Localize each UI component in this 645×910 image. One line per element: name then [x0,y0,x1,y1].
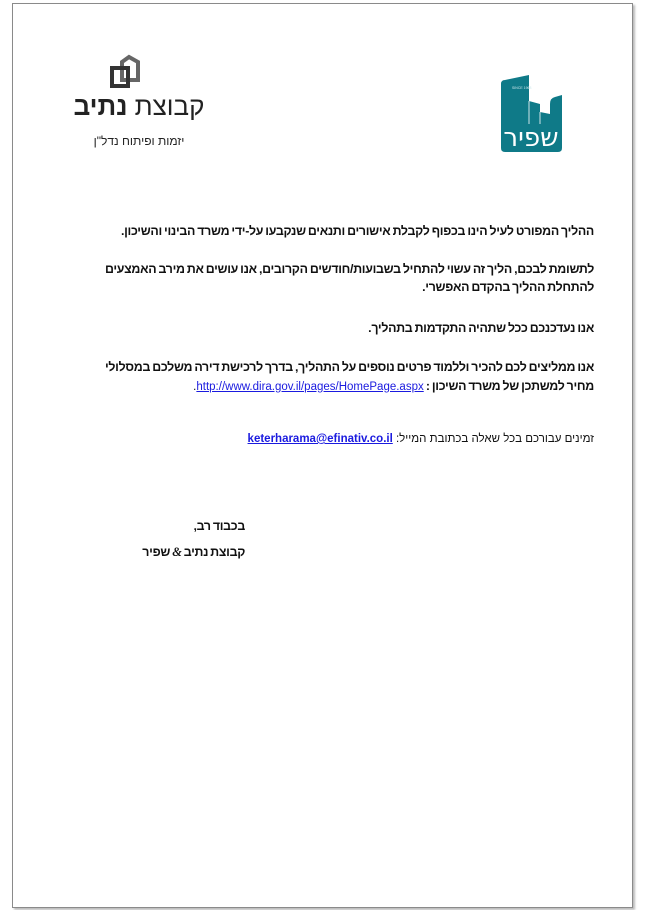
dira-link[interactable]: http://www.dira.gov.il/pages/HomePage.aspx [196,381,424,393]
paragraph-2-line-1: לתשומת לבכם, הליך זה עשוי להתחיל בשבועות/חודשים הקרובים, אנו עושים את מירב האמצעים [104,262,594,276]
paragraph-2-line-2: להתחלת ההליך בהקדם האפשרי. [422,280,594,294]
paragraph-4-line-1: אנו ממליצים לכם להכיר וללמוד פרטים נוספים על התהליך, בדרך לרכישת דירה משלכם במסלולי [104,360,594,374]
sender: קבוצת נתיב & שפיר [142,545,245,559]
paragraph-4-line-2: מחיר למשתכן של משרד השיכון : http://www.dira.gov.il/pages/HomePage.aspx. [193,379,594,393]
contact-email-link[interactable]: keterharama@efinativ.co.il [247,433,393,445]
netiv-tagline: יזמות ופיתוח נדל"ן [93,134,185,148]
contact-line: זמינים עבורכם בכל שאלה בכתובת המייל: keterharama@efinativ.co.il [247,433,594,445]
netiv-logo-icon [108,54,144,90]
shapir-name-text: שפיר [503,123,559,153]
paragraph-3: אנו נעדכנכם ככל שתהיה התקדמות בתהליך. [368,321,594,335]
shapir-since-text: SINCE 1968 [512,86,532,90]
shapir-logo [499,74,564,154]
closing: בכבוד רב, [193,519,245,533]
netiv-logo-text: קבוצת נתיב [73,91,205,121]
document-page [12,3,633,908]
paragraph-1: ההליך המפורט לעיל הינו בכפוף לקבלת אישורים ותנאים שנקבעו על-ידי משרד הבינוי והשיכון. [120,224,594,238]
